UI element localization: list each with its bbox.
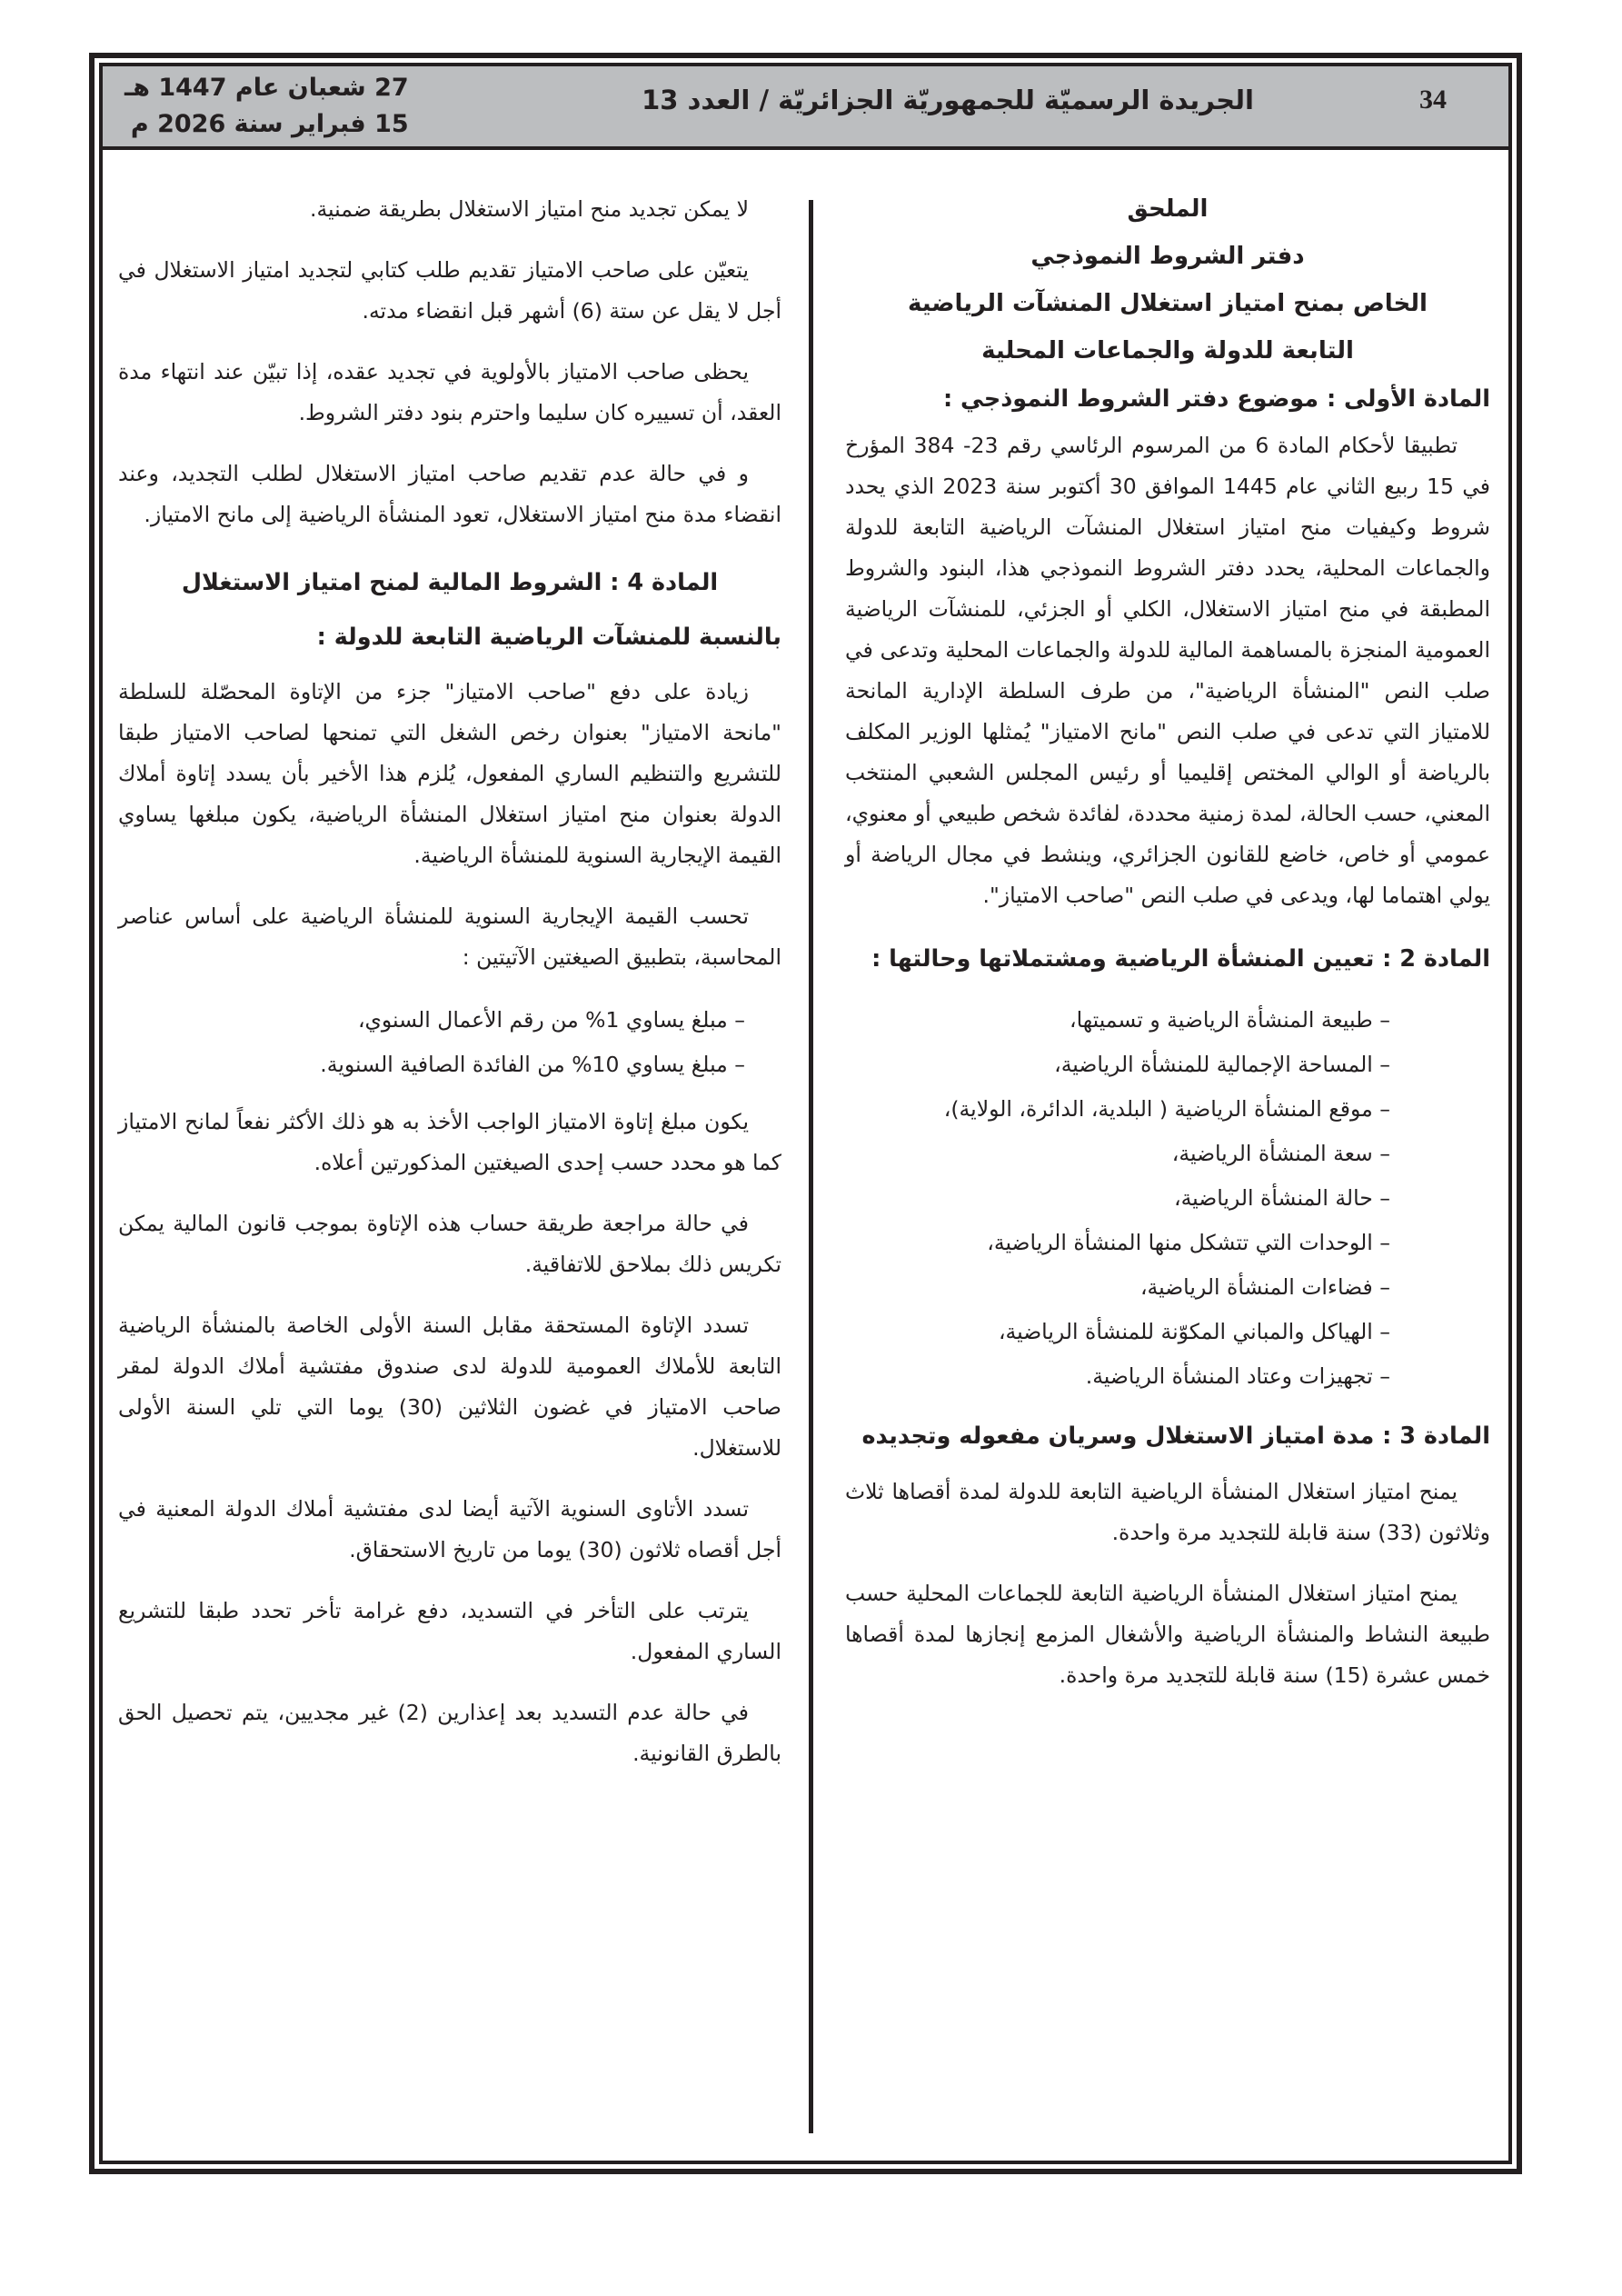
article-3-heading: المادة 3 : مدة امتياز الاستغلال وسريان مفعوله وتجديده [861,1423,1490,1450]
list-item: – تجهيزات وعتاد المنشأة الرياضية. [845,1354,1390,1399]
article-3-continued-paragraph: و في حالة عدم تقديم صاحب امتياز الاستغلال لطلب التجديد، وعند انقضاء مدة منح امتياز الاستغلال، تعود المنشأة الرياضية إلى مانح الامتياز. [118,461,781,527]
article-3-continued-paragraph: يتعيّن على صاحب الامتياز تقديم طلب كتابي لتجديد امتياز الاستغلال في أجل لا يقل عن ستة (6) أشهر قبل انقضاء مدته. [118,257,781,324]
list-item: – حالة المنشأة الرياضية، [845,1176,1390,1221]
gregorian-date: 15 فبراير سنة 2026 م [130,110,409,138]
hijri-date: 27 شعبان عام 1447 هـ [124,74,409,102]
article-4-heading-cont: بالنسبة للمنشآت الرياضية التابعة للدولة : [316,624,781,651]
list-item: – موقع المنشأة الرياضية ( البلدية، الدائرة، الولاية)، [845,1087,1390,1132]
formula-item: – مبلغ يساوي 1% من رقم الأعمال السنوي، [118,998,745,1043]
list-item: – الهياكل والمباني المكوّنة للمنشأة الرياضية، [845,1310,1390,1354]
article-4-paragraph: في حالة مراجعة طريقة حساب هذه الإتاوة بموجب قانون المالية يمكن تكريس ذلك بملاحق للاتفاقية. [118,1211,781,1277]
list-item: – المساحة الإجمالية للمنشأة الرياضية، [845,1043,1390,1087]
doc-title: دفتر الشروط النموذجي [1030,243,1305,270]
formula-item: – مبلغ يساوي 10% من الفائدة الصافية السنوية. [118,1043,745,1087]
list-item: – فضاءات المنشأة الرياضية، [845,1265,1390,1310]
doc-subtitle-2: التابعة للدولة والجماعات المحلية [981,337,1354,364]
gazette-title: الجريدة الرسميّة للجمهوريّة الجزائريّة / العدد 13 [642,85,1254,115]
column-divider [809,200,813,2133]
article-2-list [845,998,1490,1399]
issue-dates [124,70,409,143]
article-4-paragraph: يترتب على التأخر في التسديد، دفع غرامة تأخر تحدد طبقا للتشريع الساري المفعول. [118,1598,781,1664]
list-item: – طبيعة المنشأة الرياضية و تسميتها، [845,998,1390,1043]
list-item: – الوحدات التي تتشكل منها المنشأة الرياضية، [845,1221,1390,1265]
left-column [118,182,781,1794]
article-4-paragraph: زيادة على دفع "صاحب الامتياز" جزء من الإتاوة المحصّلة للسلطة "مانحة الامتياز" بعنوان رخص الشغل التي تمنحها لصاحب الامتياز طبقا للتشريع والتنظيم الساري المفعول، يُلزم هذا الأخير بأن يسدد إتاوة أملاك الدولة بعنوان منح امتياز استغلال المنشأة الرياضية، يكون مبلغها يساوي القيمة الإيجارية السنوية للمنشأة الرياضية. [118,679,781,868]
article-4-paragraph: تحسب القيمة الإيجارية السنوية للمنشأة الرياضية على أساس عناصر المحاسبة، بتطبيق الصيغتين الآتيتين : [118,903,781,970]
article-1-heading: المادة الأولى : موضوع دفتر الشروط النموذجي : [942,385,1490,413]
gazette-header [103,66,1508,150]
article-1-paragraph: تطبيقا لأحكام المادة 6 من المرسوم الرئاسي رقم 23- 384 المؤرخ في 15 ربيع الثاني عام 1445 الموافق 30 أكتوبر سنة 2023 الذي يحدد شروط وكيفيات منح امتياز استغلال المنشآت الرياضية التابعة للدولة والجماعات المحلية، يحدد دفتر الشروط النموذجي هذا، البنود والشروط المطبقة في منح امتياز الاستغلال، الكلي أو الجزئي، للمنشآت الرياضية العمومية المنجزة بالمساهمة المالية للدولة والجماعات المحلية وتدعى في صلب النص "المنشأة الرياضية"، من طرف السلطة الإدارية المانحة للامتياز التي تدعى في صلب النص "مانح الامتياز" يُمثلها الوزير المكلف بالرياضة أو الوالي المختص إقليميا أو رئيس المجلس الشعبي المنتخب المعني، حسب الحالة، لمدة زمنية محددة، لفائدة شخص طبيعي أو معنوي، عمومي أو خاص، خاضع للقانون الجزائري، وينشط في مجال الرياضة أو يولي اهتماما لها، ويدعى في صلب النص "صاحب الامتياز". [845,433,1491,908]
article-3-paragraph: يمنح امتياز استغلال المنشأة الرياضية التابعة للجماعات المحلية حسب طبيعة النشاط والمنشأة الرياضية والأشغال المزمع إنجازها لمدة أقصاها خمس عشرة (15) سنة قابلة للتجديد مرة واحدة. [845,1581,1490,1688]
doc-subtitle-1: الخاص بمنح امتياز استغلال المنشآت الرياضية [908,290,1428,317]
right-column [845,182,1490,1716]
list-item: – سعة المنشأة الرياضية، [845,1132,1390,1176]
article-4-paragraph: تسدد الأتاوى السنوية الآتية أيضا لدى مفتشية أملاك الدولة المعنية في أجل أقصاه ثلاثون (30) يوما من تاريخ الاستحقاق. [118,1496,781,1562]
article-3-continued-paragraph: يحظى صاحب الامتياز بالأولوية في تجديد عقده، إذا تبيّن عند انتهاء مدة العقد، أن تسييره كان سليما واحترم بنود دفتر الشروط. [118,359,781,425]
page-number: 34 [1419,85,1447,115]
article-3-paragraph: يمنح امتياز استغلال المنشأة الرياضية التابعة للدولة لمدة أقصاها ثلاث وثلاثون (33) سنة قابلة للتجديد مرة واحدة. [845,1479,1490,1545]
article-3-continued-paragraph: لا يمكن تجديد منح امتياز الاستغلال بطريقة ضمنية. [309,196,749,222]
article-2-heading: المادة 2 : تعيين المنشأة الرياضية ومشتملاتها وحالتها : [871,945,1490,973]
article-4-paragraph: تسدد الإتاوة المستحقة مقابل السنة الأولى الخاصة بالمنشأة الرياضية التابعة للأملاك العمومية للدولة لدى صندوق مفتشية أملاك الدولة لمقر صاحب الامتياز في غضون الثلاثين (30) يوما التي تلي السنة الأولى للاستغلال. [118,1313,781,1461]
annex-label: الملحق [1127,195,1209,223]
article-4-heading: المادة 4 : الشروط المالية لمنح امتياز الاستغلال [181,569,719,596]
article-4-paragraph: في حالة عدم التسديد بعد إعذارين (2) غير مجديين، يتم تحصيل الحق بالطرق القانونية. [118,1700,781,1766]
formula-list [118,998,781,1087]
article-4-paragraph: يكون مبلغ إتاوة الامتياز الواجب الأخذ به هو ذلك الأكثر نفعاً لمانح الامتياز كما هو محدد حسب إحدى الصيغتين المذكورتين أعلاه. [118,1109,781,1175]
